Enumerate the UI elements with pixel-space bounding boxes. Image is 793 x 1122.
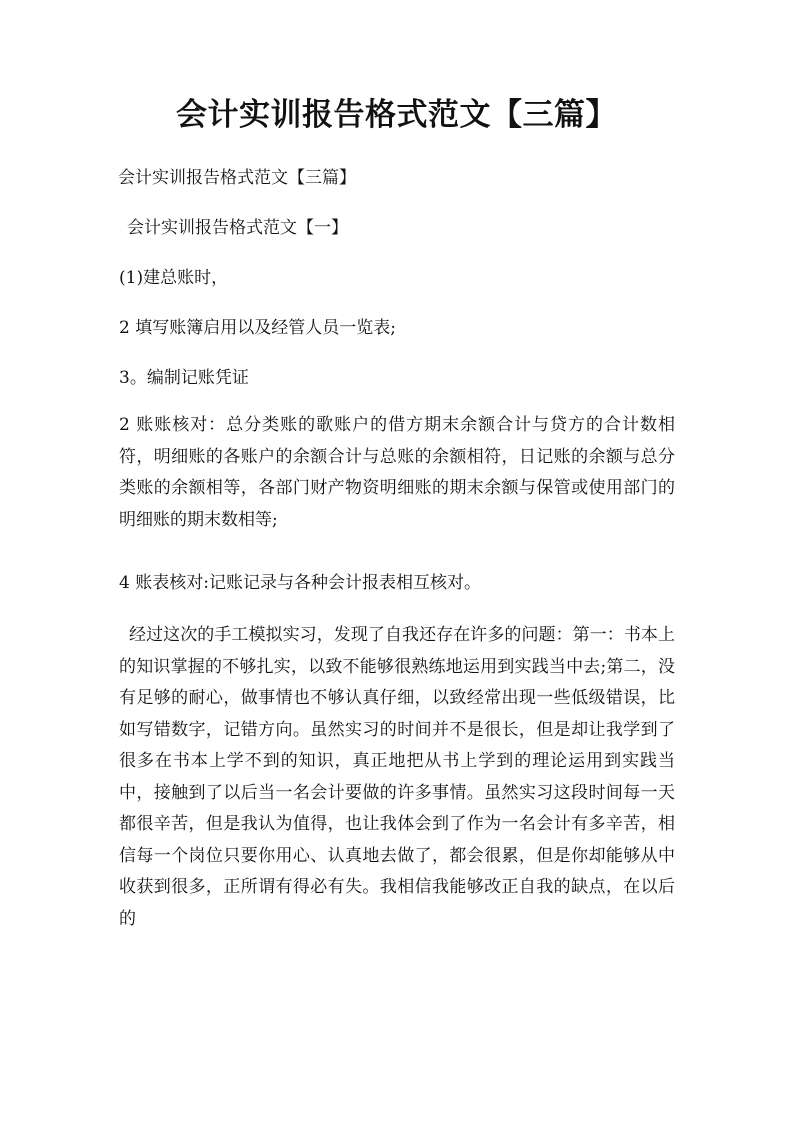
list-item: 4 账表核对:记账记录与各种会计报表相互核对。 bbox=[119, 573, 481, 593]
document-title: 会计实训报告格式范文【三篇】 bbox=[176, 97, 617, 133]
paragraph: 2 账账核对：总分类账的歌账户的借方期末余额合计与贷方的合计数相符，明细账的各账户的余额合计与总账的余额相符，日记账的余额与总分类账的余额相等，各部门财产物资明细账的期末余额与保管或使用部门的明细账的期末数相等; bbox=[119, 415, 675, 530]
list-item: 2 填写账簿启用以及经管人员一览表; bbox=[119, 318, 396, 338]
list-item: (1)建总账时， bbox=[119, 268, 229, 288]
section-heading: 会计实训报告格式范文【一】 bbox=[127, 218, 348, 238]
paragraph: 经过这次的手工模拟实习，发现了自我还存在许多的问题：第一：书本上的知识掌握的不够扎实，以致不能够很熟练地运用到实践当中去;第二，没有足够的耐心，做事情也不够认真仔细，以致经常出现一些低级错误，比如写错数字，记错方向。虽然实习的时间并不是很长，但是却让我学到了很多在书本上学不到的知识，真正地把从书上学到的理论运用到实践当中，接触到了以后当一名会计要做的许多事情。虽然实习这段时间每一天都很辛苦，但是我认为值得，也让我体会到了作为一名会计有多辛苦，相信每一个岗位只要你用心、认真地去做了，都会很累，但是你却能够从中收获到很多，正所谓有得必有失。我相信我能够改正自我的缺点，在以后的 bbox=[119, 625, 675, 929]
document-subtitle: 会计实训报告格式范文【三篇】 bbox=[118, 168, 356, 188]
list-item: 3。编制记账凭证 bbox=[119, 368, 249, 388]
